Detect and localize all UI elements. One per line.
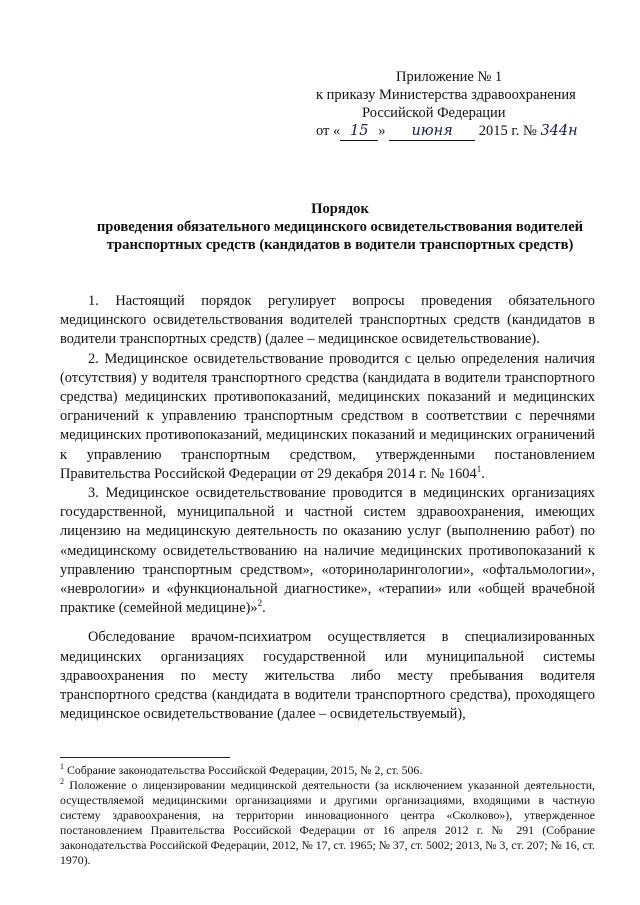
footnote-1-number: 1 (60, 762, 64, 772)
date-year: 2015 г. № (478, 123, 537, 139)
paragraph-3-end: . (262, 600, 266, 617)
footnote-separator (60, 757, 230, 758)
paragraph-2 (60, 350, 595, 484)
paragraph-2-end: . (481, 465, 485, 482)
paragraph-2-text: 2. Медицинское освидетельствование проводится с целью определения наличия (отсутствия) у водителя транспортного средства (кандидата в водители транспортного средства) медицинских противопоказаний, медицинских показаний и медицинских ограничений к управлению транспортным средством в соответствии с перечнями медицинских противопоказаний, медицинских показаний и медицинских ограничений к управлению транспортным средством, утвержденными постановлением Правительства Российской Федерации от 29 декабря 2014 г. № 1604 (60, 350, 595, 482)
footnote-ref-1: 1 (476, 464, 482, 475)
order-number: 344н (540, 123, 578, 139)
footnote-1 (60, 763, 595, 778)
appendix-order-ref: к приказу Министерства здравоохранения (316, 87, 576, 103)
footnote-ref-2: 2 (257, 598, 263, 609)
date-mid: » (378, 123, 386, 139)
document-title (60, 200, 620, 254)
footnote-1-text: Собрание законодательства Российской Федерации, 2015, № 2, ст. 506. (64, 763, 423, 777)
date-day: 15 (340, 122, 378, 141)
appendix-country: Российской Федерации (362, 105, 506, 121)
footnote-2-text: Положение о лицензировании медицинской деятельности (за исключением указанной деятельности, осуществляемой медицинскими организациями и другими организациями, входящими в частную систему здравоохранения, на территории инновационного центра «Сколково»), утвержденное постановлением Правительства Российской Федерации от 16 апреля 2012 г. № 291 (Собрание законодательства Российской Федерации, 2012, № 17, ст. 1965; № 37, ст. 5002; 2013, № 3, ст. 207; № 16, ст. 1970). (60, 778, 595, 867)
footnote-2 (60, 778, 595, 868)
footnotes (60, 763, 595, 868)
date-month: июня (389, 122, 475, 141)
paragraph-4: Обследование врачом-психиатром осуществляется в специализированных медицинских организациях государственной или муниципальной системы здравоохранения по месту жительства либо месту пребывания водителя транспортного средства (кандидата в водители транспортного средства), проходящего медицинское освидетельствование (далее – освидетельствуемый), (60, 629, 595, 723)
title-line-2: проведения обязательного медицинского освидетельствования водителей (96, 219, 584, 235)
footnote-2-number: 2 (60, 777, 64, 787)
title-word: Порядок (311, 201, 369, 217)
title-line-3: транспортных средств (кандидатов в водители транспортных средств) (106, 237, 574, 253)
appendix-number: Приложение № 1 (396, 69, 503, 85)
paragraph-1: 1. Настоящий порядок регулирует вопросы проведения обязательного медицинского освидетельствования водителей транспортных средств (кандидатов в водители транспортных средств) (далее – медицинское освидетельствование). (60, 293, 595, 348)
paragraph-3 (60, 484, 595, 618)
appendix-header (300, 68, 620, 141)
paragraph-3-text: 3. Медицинское освидетельствование проводится в медицинских организациях государственной, муниципальной и частной систем здравоохранения, имеющих лицензию на медицинскую деятельность по оказанию услуг (выполнению работ) по «медицинскому освидетельствованию на наличие медицинских противопоказаний к управлению транспортным средством», «оториноларингологии», «офтальмологии», «неврологии» и «функциональной диагностике», «терапии» или «общей врачебной практике (семейной медицине)» (60, 485, 595, 617)
date-prefix: от « (316, 123, 341, 139)
document-body (60, 292, 595, 724)
appendix-date-line (300, 122, 620, 141)
